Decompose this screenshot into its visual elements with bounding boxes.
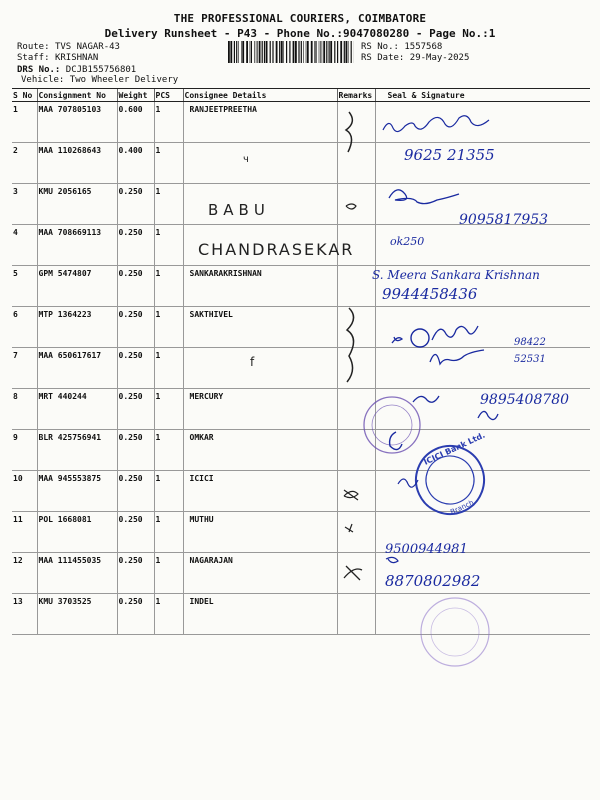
- cell-sno: 4: [12, 225, 37, 266]
- cell-consignment-no: MAA 708669113: [37, 225, 117, 266]
- cell-sno: 11: [12, 512, 37, 553]
- cell-consignment-no: MAA 945553875: [37, 471, 117, 512]
- cell-remarks: [337, 553, 375, 594]
- cell-consignee: MUTHU: [183, 512, 337, 553]
- cell-remarks: [337, 102, 375, 143]
- cell-consignment-no: MRT 440244: [37, 389, 117, 430]
- company-title: THE PROFESSIONAL COURIERS, COIMBATORE: [173, 12, 427, 25]
- cell-remarks: [337, 471, 375, 512]
- cell-seal-signature: [375, 225, 590, 266]
- cell-seal-signature: [375, 184, 590, 225]
- table-row: [12, 553, 590, 594]
- cell-consignment-no: MTP 1364223: [37, 307, 117, 348]
- svg-text:Branch: Branch: [449, 498, 475, 517]
- cell-remarks: [337, 512, 375, 553]
- handwritten-name-row4: CHANDRASEKAR: [198, 240, 355, 259]
- table-row: [12, 225, 590, 266]
- barcode-image: [228, 41, 354, 63]
- cell-consignee: MERCURY: [183, 389, 337, 430]
- handwritten-name-row3: BABU: [208, 201, 270, 219]
- handwritten-num1-row7: 98422: [514, 337, 546, 348]
- staff-label: Staff:: [17, 53, 50, 63]
- handwritten-mark-row2: ч: [243, 154, 249, 165]
- cell-pcs: 1: [154, 594, 183, 635]
- cell-seal-signature: [375, 143, 590, 184]
- cell-seal-signature: [375, 594, 590, 635]
- col-header-remarks: Remarks: [337, 89, 375, 102]
- cell-pcs: 1: [154, 225, 183, 266]
- handwritten-sign-row5: S. Meera Sankara Krishnan: [372, 268, 540, 282]
- cell-pcs: 1: [154, 430, 183, 471]
- cell-seal-signature: [375, 512, 590, 553]
- col-header-seal-signature: Seal & Signature: [375, 89, 590, 102]
- cell-sno: 7: [12, 348, 37, 389]
- cell-pcs: 1: [154, 184, 183, 225]
- handwritten-phone-row5: 9944458436: [382, 285, 478, 303]
- cell-consignee: [183, 184, 337, 225]
- handwritten-phone-row2: 9625 21355: [404, 146, 495, 164]
- handwritten-phone-row11: 9500944981: [385, 542, 468, 557]
- rs-date-label: RS Date:: [361, 53, 405, 63]
- cell-weight: 0.250: [117, 471, 154, 512]
- rs-no-line: [361, 42, 442, 53]
- cell-seal-signature: [375, 102, 590, 143]
- cell-sno: 5: [12, 266, 37, 307]
- table-row: [12, 594, 590, 635]
- cell-sno: 10: [12, 471, 37, 512]
- col-header-consignee: Consignee Details: [183, 89, 337, 102]
- cell-weight: 0.250: [117, 348, 154, 389]
- rs-no-value: 1557568: [404, 42, 443, 52]
- cell-seal-signature: [375, 430, 590, 471]
- cell-sno: 1: [12, 102, 37, 143]
- cell-remarks: [337, 430, 375, 471]
- drs-label: DRS No.:: [17, 65, 61, 75]
- handwritten-mark-row7: f: [250, 355, 255, 369]
- handwritten-code-row4: ok250: [390, 235, 425, 248]
- handwritten-phone-row12: 8870802982: [385, 572, 481, 590]
- cell-remarks: [337, 225, 375, 266]
- cell-remarks: [337, 389, 375, 430]
- cell-weight: 0.600: [117, 102, 154, 143]
- cell-weight: 0.250: [117, 184, 154, 225]
- route-value: TVS NAGAR-43: [54, 42, 120, 52]
- rs-date-line: [361, 53, 469, 64]
- cell-seal-signature: [375, 471, 590, 512]
- table-header-row: [12, 89, 590, 102]
- cell-pcs: 1: [154, 307, 183, 348]
- cell-pcs: 1: [154, 512, 183, 553]
- vehicle-label: Vehicle:: [21, 75, 65, 85]
- col-header-weight: Weight: [117, 89, 154, 102]
- cell-seal-signature: [375, 266, 590, 307]
- vehicle-line: [21, 75, 178, 86]
- cell-weight: 0.250: [117, 266, 154, 307]
- cell-consignee: INDEL: [183, 594, 337, 635]
- cell-consignee: ICICI: [183, 471, 337, 512]
- table-row: [12, 184, 590, 225]
- cell-consignment-no: GPM 5474807: [37, 266, 117, 307]
- cell-consignment-no: KMU 3703525: [37, 594, 117, 635]
- cell-weight: 0.400: [117, 143, 154, 184]
- table-row: [12, 471, 590, 512]
- table-row: [12, 266, 590, 307]
- cell-sno: 13: [12, 594, 37, 635]
- cell-remarks: [337, 307, 375, 348]
- cell-remarks: [337, 143, 375, 184]
- cell-pcs: 1: [154, 348, 183, 389]
- table-row: [12, 143, 590, 184]
- cell-weight: 0.250: [117, 430, 154, 471]
- cell-consignee: RANJEETPREETHA: [183, 102, 337, 143]
- cell-sno: 9: [12, 430, 37, 471]
- handwritten-num2-row7: 52531: [514, 354, 546, 365]
- table-row: [12, 389, 590, 430]
- cell-pcs: 1: [154, 143, 183, 184]
- cell-weight: 0.250: [117, 594, 154, 635]
- cell-consignment-no: MAA 110268643: [37, 143, 117, 184]
- col-header-sno: S No: [12, 89, 37, 102]
- handwritten-phone-row3: 9095817953: [459, 212, 549, 228]
- table-row: [12, 307, 590, 348]
- cell-consignment-no: MAA 111455035: [37, 553, 117, 594]
- cell-consignee: [183, 143, 337, 184]
- cell-weight: 0.250: [117, 553, 154, 594]
- cell-consignee: SAKTHIVEL: [183, 307, 337, 348]
- cell-consignee: SANKARAKRISHNAN: [183, 266, 337, 307]
- cell-seal-signature: [375, 389, 590, 430]
- handwritten-phone-row8: 9895408780: [480, 392, 570, 408]
- cell-seal-signature: [375, 348, 590, 389]
- cell-weight: 0.250: [117, 389, 154, 430]
- svg-text:ICICI Bank Ltd.: ICICI Bank Ltd.: [422, 430, 487, 467]
- cell-consignee: [183, 348, 337, 389]
- rs-date-value: 29-May-2025: [409, 53, 470, 63]
- cell-consignee: OMKAR: [183, 430, 337, 471]
- cell-weight: 0.250: [117, 225, 154, 266]
- cell-pcs: 1: [154, 102, 183, 143]
- route-line: [17, 42, 120, 53]
- cell-sno: 6: [12, 307, 37, 348]
- table-row: [12, 512, 590, 553]
- runsheet-table: [12, 88, 590, 635]
- rs-no-label: RS No.:: [361, 42, 399, 52]
- cell-remarks: [337, 594, 375, 635]
- vehicle-value: Two Wheeler Delivery: [69, 75, 179, 85]
- table-row: [12, 348, 590, 389]
- cell-pcs: 1: [154, 471, 183, 512]
- staff-value: KRISHNAN: [54, 53, 99, 63]
- runsheet-title: Delivery Runsheet - P43 - Phone No.:9047080280 - Page No.:1: [104, 27, 496, 40]
- cell-consignee: NAGARAJAN: [183, 553, 337, 594]
- cell-sno: 3: [12, 184, 37, 225]
- cell-remarks: [337, 348, 375, 389]
- cell-weight: 0.250: [117, 307, 154, 348]
- cell-pcs: 1: [154, 389, 183, 430]
- cell-pcs: 1: [154, 266, 183, 307]
- cell-seal-signature: [375, 307, 590, 348]
- table-row: [12, 102, 590, 143]
- cell-remarks: [337, 266, 375, 307]
- cell-seal-signature: [375, 553, 590, 594]
- cell-sno: 12: [12, 553, 37, 594]
- cell-sno: 8: [12, 389, 37, 430]
- cell-consignment-no: MAA 707805103: [37, 102, 117, 143]
- table-row: [12, 430, 590, 471]
- cell-consignment-no: BLR 425756941: [37, 430, 117, 471]
- cell-weight: 0.250: [117, 512, 154, 553]
- cell-consignee: [183, 225, 337, 266]
- route-label: Route:: [17, 42, 50, 52]
- cell-pcs: 1: [154, 553, 183, 594]
- cell-consignment-no: MAA 650617617: [37, 348, 117, 389]
- cell-consignment-no: KMU 2056165: [37, 184, 117, 225]
- cell-consignment-no: POL 1668081: [37, 512, 117, 553]
- col-header-consignment: Consignment No: [37, 89, 117, 102]
- col-header-pcs: PCS: [154, 89, 183, 102]
- staff-line: [17, 53, 98, 64]
- drs-value: DCJB155756801: [65, 65, 137, 75]
- cell-remarks: [337, 184, 375, 225]
- cell-sno: 2: [12, 143, 37, 184]
